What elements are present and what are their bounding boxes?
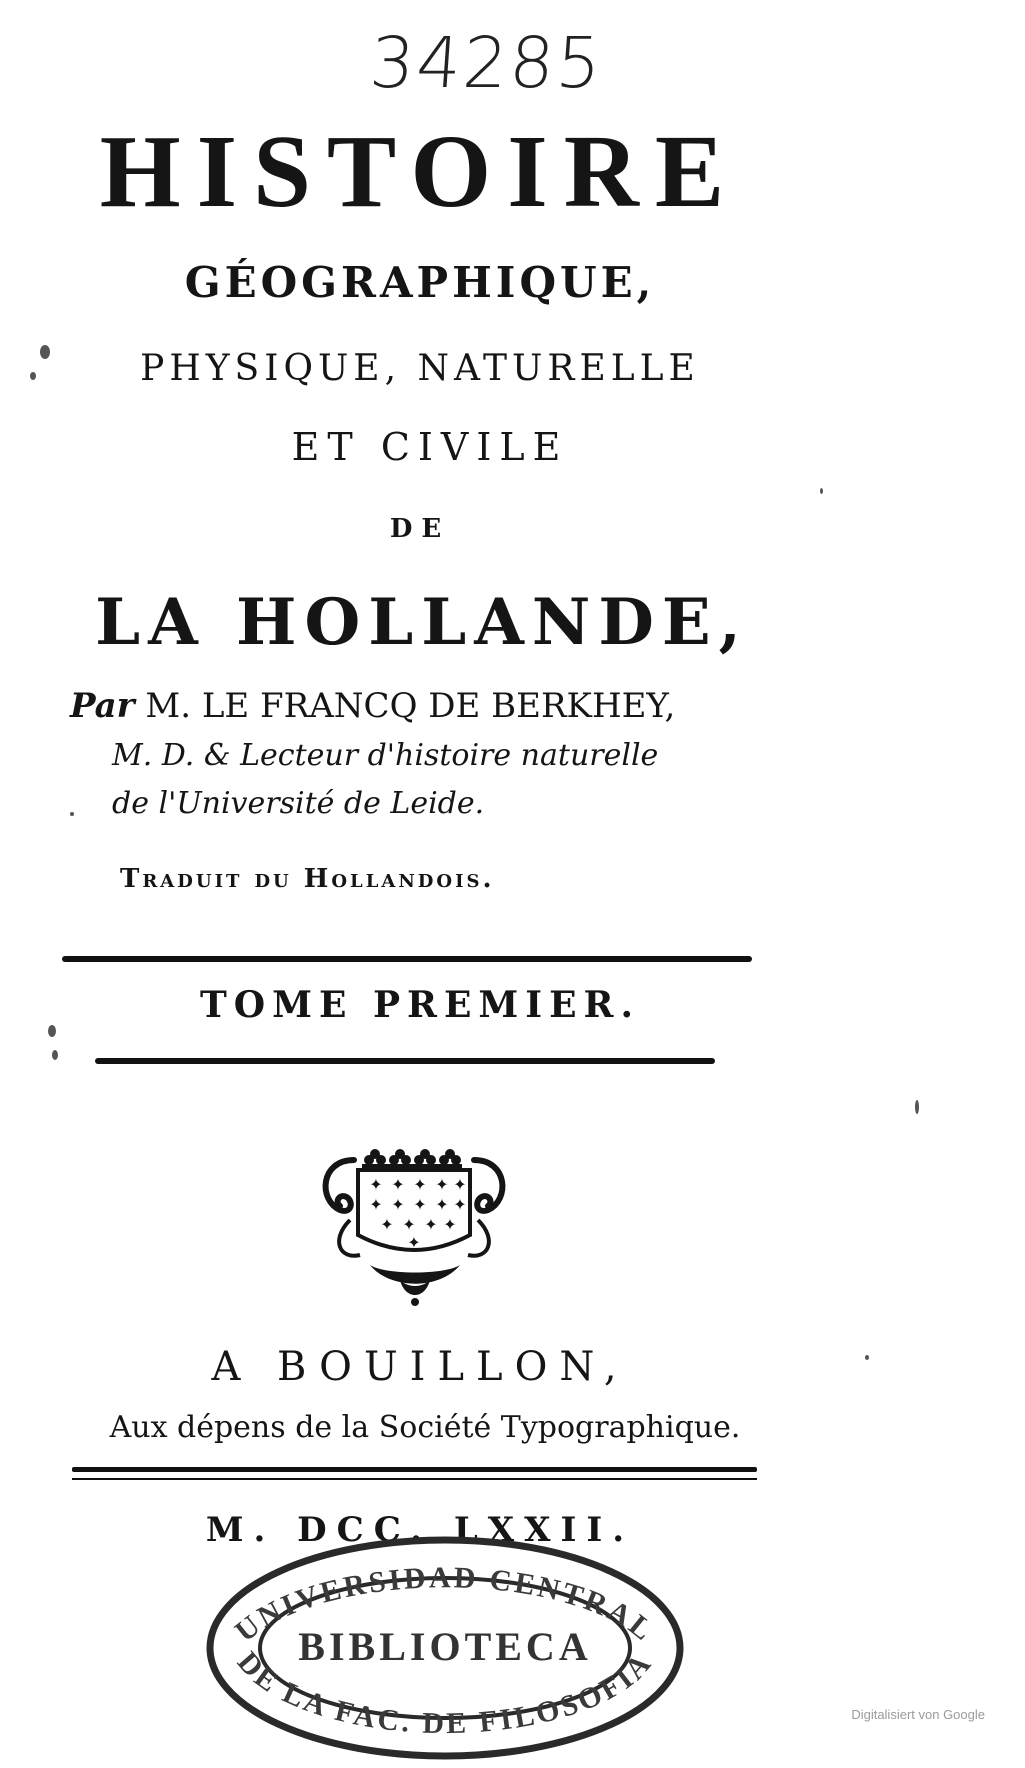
title-geographique: GÉOGRAPHIQUE,	[184, 258, 656, 307]
library-stamp-icon	[195, 1528, 695, 1768]
svg-text:✦: ✦	[402, 1215, 416, 1234]
svg-text:✦: ✦	[453, 1195, 467, 1214]
handwritten-shelf-number: 34285	[367, 22, 606, 104]
stamp-center-text: BIBLIOTECA	[298, 1624, 592, 1669]
scan-speck	[48, 1025, 56, 1037]
title-histoire: HISTOIRE	[99, 114, 741, 229]
author-credentials: M. D. & Lecteur d'histoire naturelle	[112, 738, 659, 773]
svg-text:✦: ✦	[443, 1215, 457, 1234]
scan-speck	[30, 372, 36, 380]
scan-speck	[40, 345, 50, 359]
title-et-civile: ET CIVILE	[291, 425, 569, 469]
svg-text:✦: ✦	[391, 1195, 405, 1214]
rule-above-date	[72, 1467, 757, 1472]
rule-below-tome	[95, 1058, 715, 1064]
rule-above-tome	[62, 956, 752, 962]
digitization-watermark: Digitalisiert von Google	[851, 1707, 985, 1722]
svg-text:✦: ✦	[424, 1215, 438, 1234]
author-name: M. LE FRANCQ DE BERKHEY,	[145, 686, 676, 726]
svg-text:✦: ✦	[413, 1195, 427, 1214]
svg-text:✦: ✦	[369, 1175, 383, 1194]
author-university: de l'Université de Leide.	[112, 786, 485, 821]
svg-text:✦: ✦	[391, 1175, 405, 1194]
author-line	[70, 686, 780, 726]
svg-text:✦: ✦	[369, 1195, 383, 1214]
svg-text:✦: ✦	[413, 1175, 427, 1194]
stamp-top-text: UNIVERSIDAD CENTRAL	[228, 1561, 662, 1649]
stamp-bottom-text: DE LA FAC. DE FILOSOFIA	[230, 1645, 660, 1741]
svg-text:✦: ✦	[407, 1233, 421, 1252]
scan-speck	[52, 1050, 58, 1060]
svg-text:✦: ✦	[435, 1175, 449, 1194]
imprint-date: M. DCC. LXXII.	[205, 1510, 635, 1550]
scan-speck	[820, 488, 823, 494]
scan-speck	[915, 1100, 919, 1114]
fleuron-row	[362, 1149, 462, 1168]
volume-label: TOME PREMIER.	[200, 984, 640, 1026]
imprint-publisher: Aux dépens de la Société Typographique.	[109, 1410, 741, 1445]
scan-speck	[865, 1355, 869, 1360]
title-de: DE	[389, 514, 451, 544]
translation-note: Traduit du Hollandois.	[120, 864, 495, 894]
scan-speck	[70, 812, 74, 816]
printer-ornament-icon	[310, 1140, 520, 1310]
author-par: Par	[70, 686, 135, 726]
imprint-place: A BOUILLON,	[211, 1344, 629, 1390]
rule-above-date-thin	[72, 1478, 757, 1480]
title-physique-naturelle: PHYSIQUE, NATURELLE	[140, 348, 700, 389]
title-la-hollande: LA HOLLANDE,	[95, 585, 749, 660]
svg-text:✦: ✦	[435, 1195, 449, 1214]
svg-text:✦: ✦	[380, 1215, 394, 1234]
svg-text:✦: ✦	[453, 1175, 467, 1194]
